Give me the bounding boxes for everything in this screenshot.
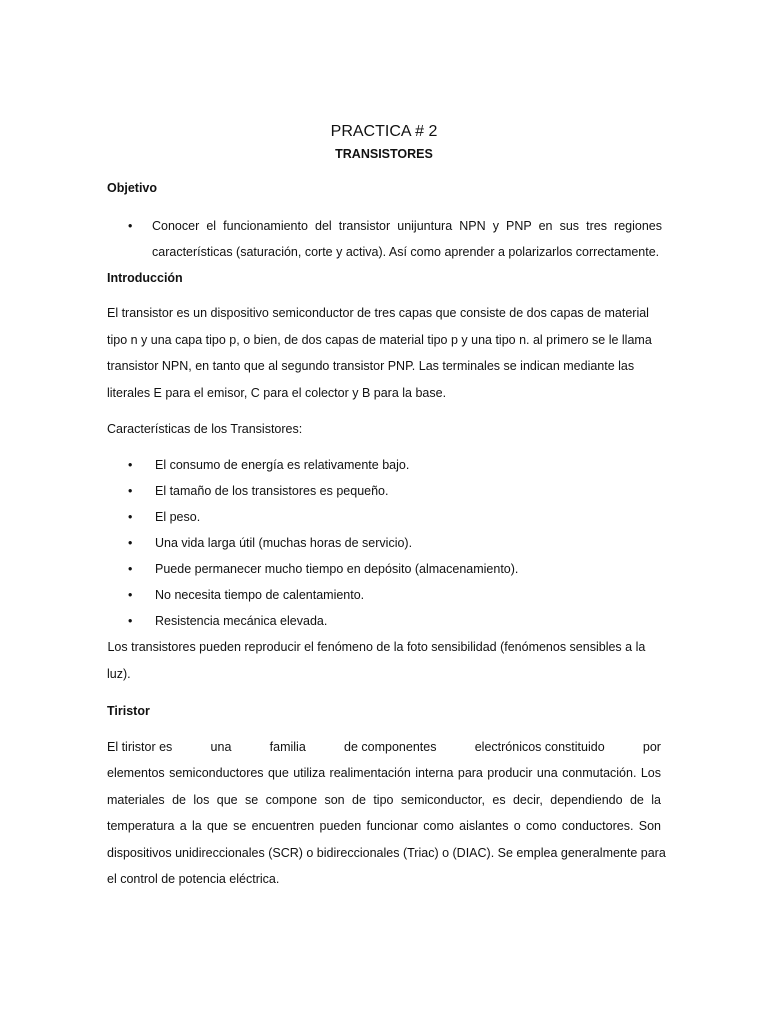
section-heading-caracteristicas: Características de los Transistores: bbox=[107, 422, 303, 436]
section-heading-introduccion: Introducción bbox=[107, 271, 183, 285]
intro-line-4: literales E para el emisor, C para el colector y B para la base. bbox=[107, 386, 447, 400]
page-subtitle: TRANSISTORES bbox=[335, 147, 433, 161]
section-heading-objetivo: Objetivo bbox=[107, 181, 158, 195]
word: por bbox=[642, 740, 661, 754]
page-title: PRACTICA # 2 bbox=[330, 123, 438, 140]
bullet-marker: • bbox=[128, 588, 133, 602]
word: de componentes bbox=[344, 740, 437, 754]
word: una bbox=[210, 740, 232, 754]
bullet-marker: • bbox=[128, 510, 133, 524]
list-item: Puede permanecer mucho tiempo en depósito (almacenamiento). bbox=[155, 562, 519, 576]
list-item: Resistencia mecánica elevada. bbox=[155, 614, 328, 628]
intro-line-3: transistor NPN, en tanto que al segundo transistor PNP. Las terminales se indican mediante las bbox=[107, 359, 635, 373]
intro-line-1: El transistor es un dispositivo semiconductor de tres capas que consiste de dos capas de material bbox=[107, 306, 649, 320]
objetivo-line-2: características (saturación, corte y activa). Así como aprender a polarizarlos correctamente. bbox=[152, 245, 660, 259]
tiristor-line-3: materiales de los que se compone son de tipo semiconductor, es decir, dependiendo de la bbox=[107, 793, 661, 807]
list-item: No necesita tiempo de calentamiento. bbox=[155, 588, 365, 602]
list-item: Una vida larga útil (muchas horas de servicio). bbox=[155, 536, 413, 550]
tiristor-line-2: elementos semiconductores que utiliza realimentación interna para producir una conmutación. Los bbox=[107, 766, 661, 780]
caracteristicas-closing-line-1: Los transistores pueden reproducir el fenómeno de la foto sensibilidad (fenómenos sensibles a la bbox=[104, 640, 646, 654]
objetivo-line-1: Conocer el funcionamiento del transistor unijuntura NPN y PNP en sus tres regiones bbox=[152, 219, 662, 233]
bullet-marker: • bbox=[128, 458, 133, 472]
list-item: El tamaño de los transistores es pequeño. bbox=[155, 484, 389, 498]
word: El tiristor es bbox=[107, 740, 173, 754]
bullet-marker: • bbox=[128, 484, 133, 498]
bullet-marker: • bbox=[128, 614, 133, 628]
list-item: El consumo de energía es relativamente bajo. bbox=[155, 458, 410, 472]
list-item: El peso. bbox=[155, 510, 201, 524]
bullet-marker: • bbox=[128, 536, 133, 550]
caracteristicas-closing-line-2: luz). bbox=[107, 667, 131, 681]
tiristor-line-6: el control de potencia eléctrica. bbox=[107, 872, 280, 886]
word: electrónicos constituido bbox=[474, 740, 605, 754]
tiristor-line-4: temperatura a la que se encuentren pueden funcionar como aislantes o como conductores. Son bbox=[107, 819, 661, 833]
tiristor-line-1 bbox=[107, 740, 661, 754]
section-heading-tiristor: Tiristor bbox=[107, 704, 150, 718]
bullet-marker: • bbox=[128, 562, 133, 576]
word: familia bbox=[269, 740, 306, 754]
tiristor-line-5: dispositivos unidireccionales (SCR) o bidireccionales (Triac) o (DIAC). Se emplea generalmente para bbox=[107, 846, 666, 860]
bullet-marker: • bbox=[128, 219, 133, 233]
intro-line-2: tipo n y una capa tipo p, o bien, de dos capas de material tipo p y una tipo n. al primero se le llama bbox=[107, 333, 652, 347]
